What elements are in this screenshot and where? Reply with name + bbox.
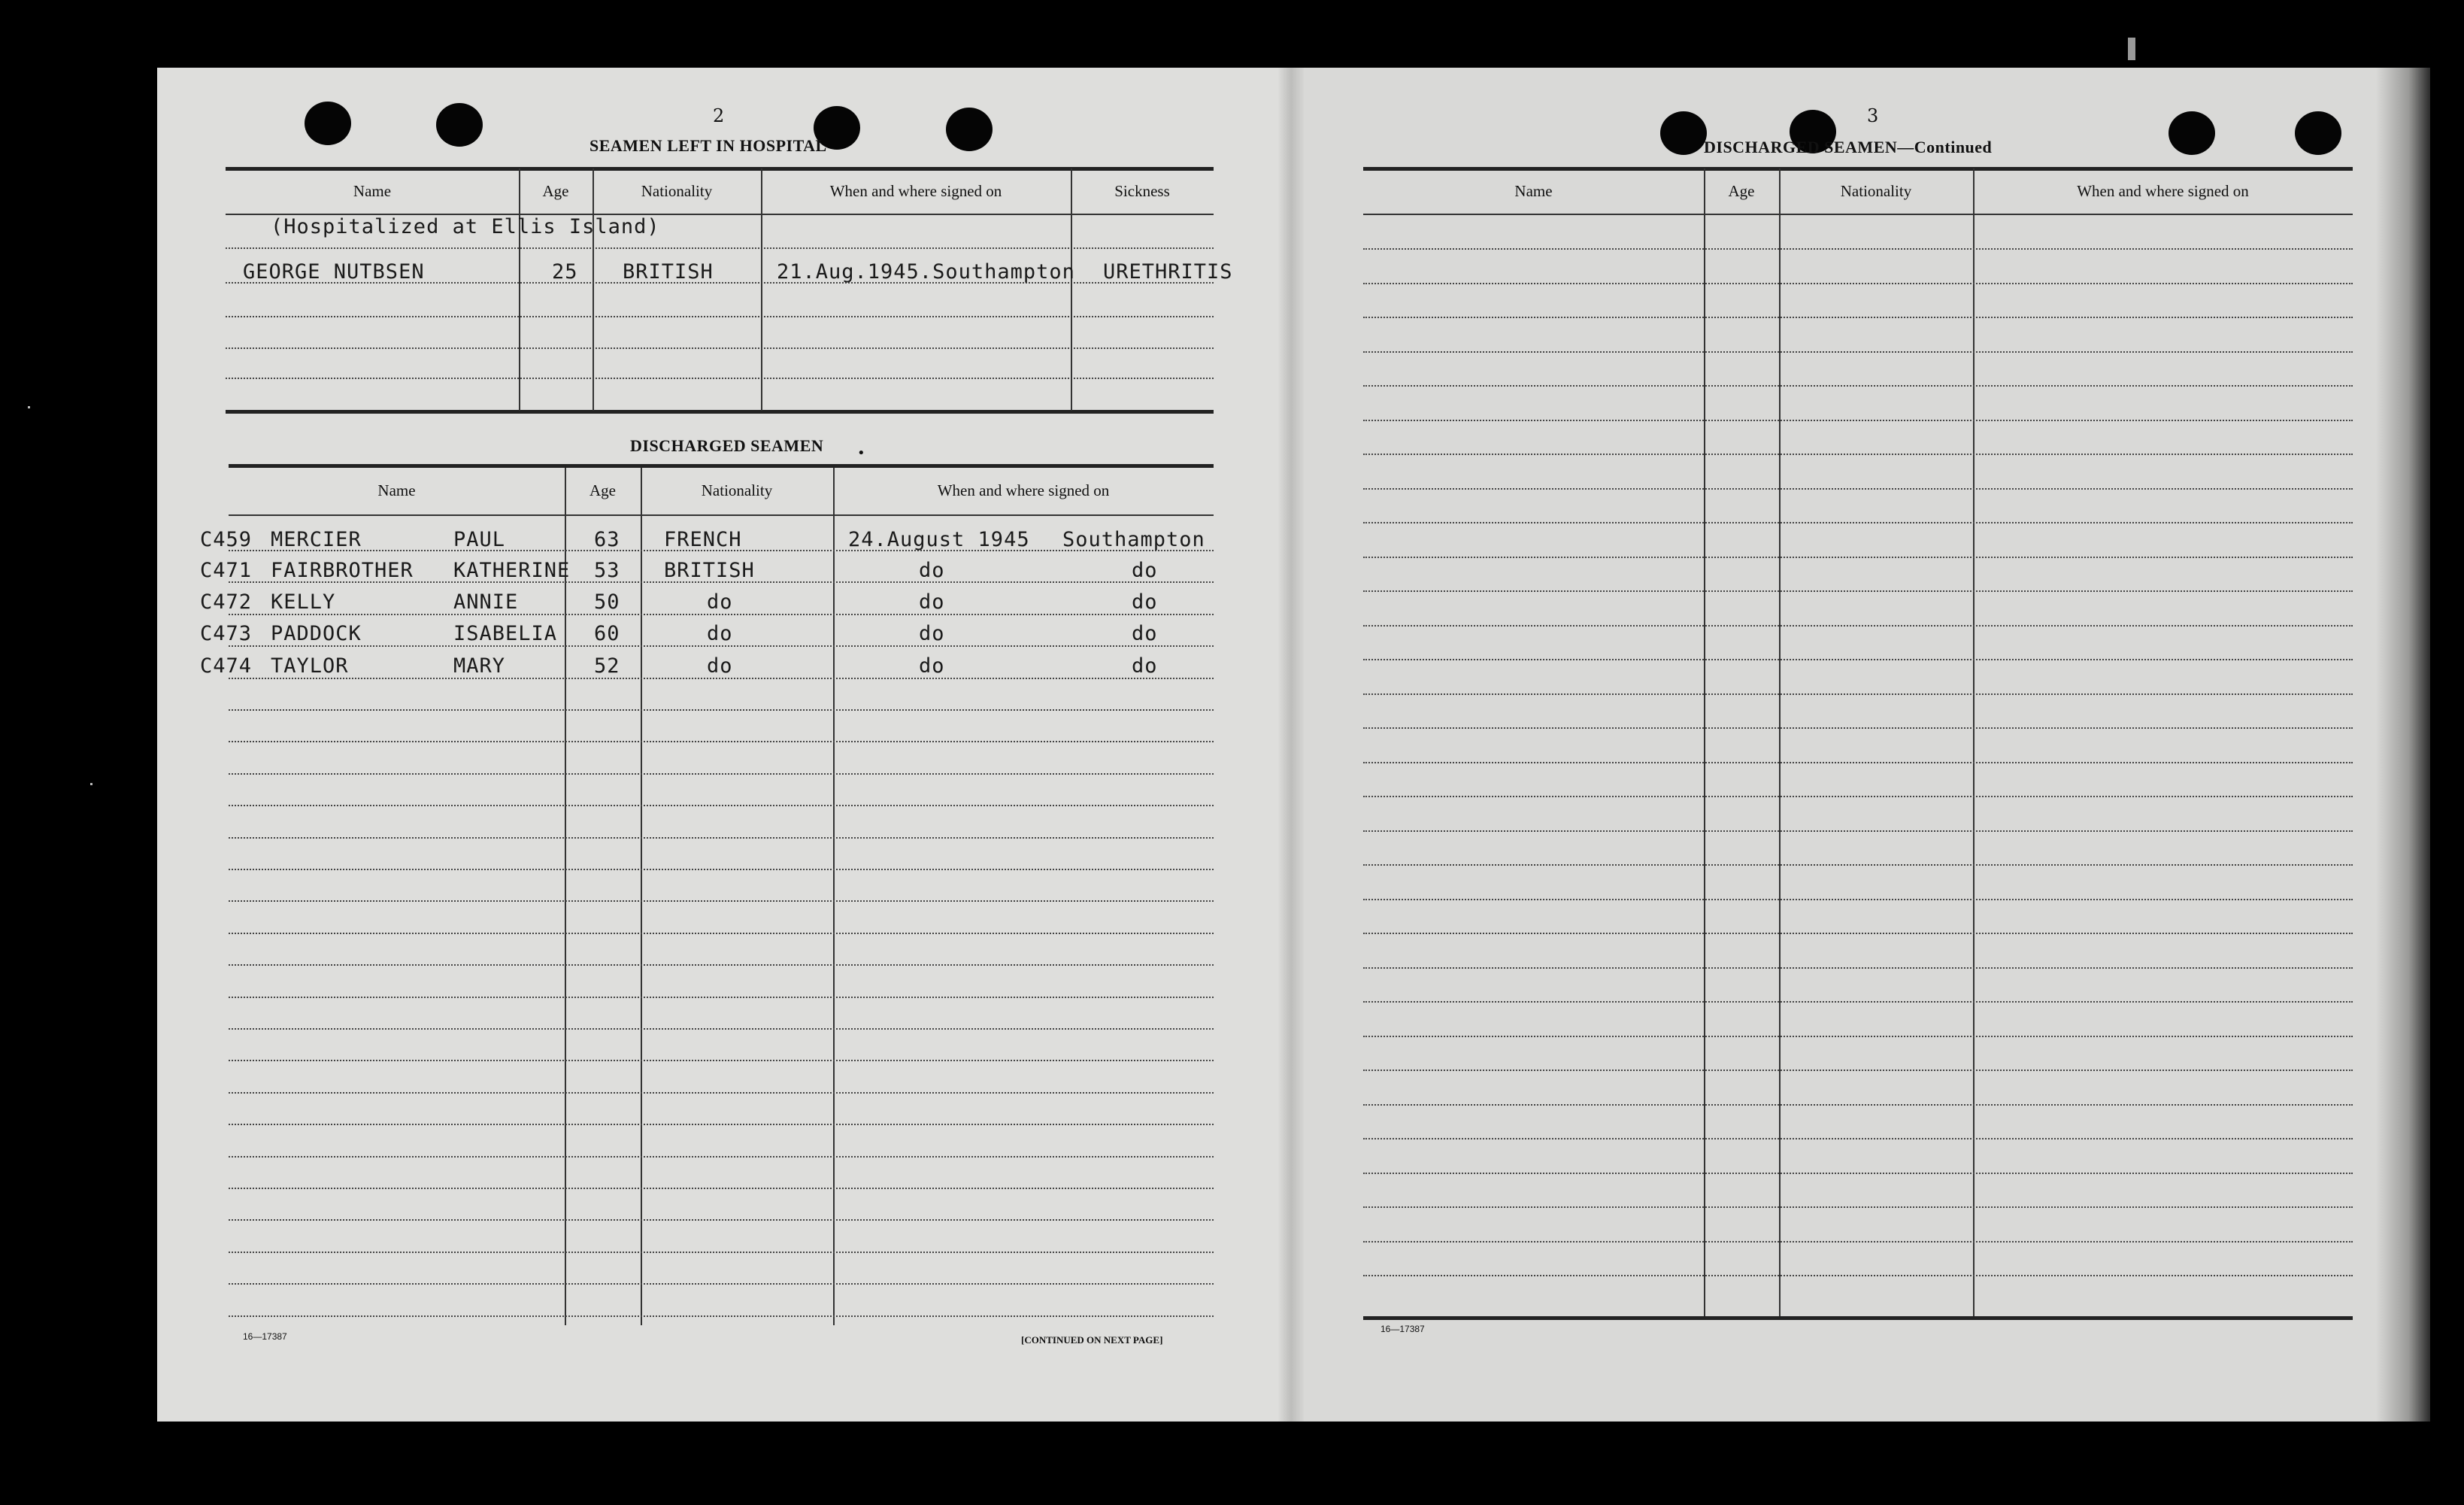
column-divider — [833, 468, 835, 1325]
column-header-age: Age — [542, 182, 569, 200]
discharged-surname: KELLY — [271, 590, 336, 614]
punch-hole — [2169, 111, 2215, 155]
discharged-code: C474 — [200, 654, 253, 678]
table-row-rule — [1363, 248, 2353, 250]
column-header-signed-on: When and where signed on — [937, 481, 1110, 499]
hospital-note: (Hospitalized at Ellis Island) — [271, 215, 660, 238]
table-row-rule — [1363, 762, 2353, 763]
discharged-code: C471 — [200, 559, 253, 582]
discharged-nationality: do — [707, 590, 733, 614]
column-divider — [1071, 168, 1072, 411]
discharged-code: C473 — [200, 622, 253, 645]
table-row-rule — [1363, 1104, 2353, 1106]
discharged-surname: PADDOCK — [271, 622, 362, 645]
stray-mark: • — [857, 445, 865, 461]
discharged-date: do — [919, 559, 945, 582]
column-divider — [593, 168, 594, 411]
discharged-age: 53 — [594, 559, 620, 582]
scan-speck — [28, 406, 30, 408]
continued-note: [CONTINUED ON NEXT PAGE] — [1021, 1334, 1163, 1346]
table-row-rule — [229, 1252, 1214, 1253]
column-header-nationality: Nationality — [701, 481, 773, 499]
column-header-signed-on: When and where signed on — [2077, 182, 2249, 200]
discharged-section-title: DISCHARGED SEAMEN — [630, 436, 824, 455]
discharged-date: do — [919, 654, 945, 678]
column-header-name: Name — [377, 481, 416, 499]
table-row-rule — [1363, 454, 2353, 455]
discharged-nationality: FRENCH — [664, 528, 742, 551]
table-row-rule — [1363, 1206, 2353, 1208]
discharged-place: do — [1132, 654, 1158, 678]
column-header-signed-on: When and where signed on — [829, 182, 1002, 200]
table-row-rule — [1363, 317, 2353, 318]
table-row-rule — [229, 837, 1214, 839]
table-row-rule — [1363, 283, 2353, 284]
discharged-age: 63 — [594, 528, 620, 551]
table-row-rule — [229, 773, 1214, 775]
form-number-left: 16—17387 — [243, 1331, 287, 1342]
column-header-name: Name — [1514, 182, 1553, 200]
table-row-rule — [229, 933, 1214, 934]
table-row-rule — [226, 316, 1214, 317]
table-row-rule — [229, 1315, 1214, 1317]
table-row-rule — [1363, 488, 2353, 490]
table-row-rule — [229, 1092, 1214, 1094]
discharged-date: 24.August 1945 — [848, 528, 1030, 551]
discharged-age: 60 — [594, 622, 620, 645]
hospital-sickness: URETHRITIS — [1103, 260, 1233, 284]
discharged-date: do — [919, 622, 945, 645]
table-row-rule — [1363, 1036, 2353, 1037]
right-section-title: DISCHARGED SEAMEN—Continued — [1704, 138, 1993, 156]
column-header-nationality: Nationality — [641, 182, 713, 200]
column-divider — [1973, 168, 1975, 1319]
hospital-name: GEORGE NUTBSEN — [243, 260, 425, 284]
hospital-section-title: SEAMEN LEFT IN HOSPITAL — [589, 136, 827, 155]
discharged-given: MARY — [453, 654, 506, 678]
page-number-left: 2 — [713, 105, 725, 126]
table-row-rule — [229, 900, 1214, 902]
table-row-rule — [229, 805, 1214, 806]
discharged-given: KATHERINE — [453, 559, 571, 582]
column-divider — [565, 468, 566, 1325]
table-row-rule — [1363, 659, 2353, 660]
column-header-name: Name — [353, 182, 392, 200]
discharged-place: do — [1132, 622, 1158, 645]
column-divider — [1779, 168, 1781, 1319]
table-row-rule — [1363, 830, 2353, 832]
punch-hole — [436, 103, 483, 147]
table-row-rule — [226, 347, 1214, 349]
punch-hole — [946, 108, 993, 151]
table-row-rule — [229, 741, 1214, 742]
table-row-rule — [229, 1028, 1214, 1030]
page-fold — [1278, 68, 1304, 1422]
table-row-rule — [229, 1124, 1214, 1125]
table-row-rule — [1363, 727, 2353, 729]
table-row-rule — [1363, 693, 2353, 695]
table-row-rule — [1363, 1070, 2353, 1071]
table-row-rule — [1363, 1001, 2353, 1003]
table-row-rule — [1363, 557, 2353, 558]
table-row-rule — [229, 1156, 1214, 1158]
column-header-age: Age — [1728, 182, 1755, 200]
discharged-surname: FAIRBROTHER — [271, 559, 414, 582]
table-row-rule — [226, 378, 1214, 379]
table-row-rule — [229, 645, 1214, 647]
table-row-rule — [229, 1283, 1214, 1285]
table-row-rule — [226, 247, 1214, 249]
column-divider — [1704, 168, 1705, 1319]
table-row-rule — [1363, 1241, 2353, 1243]
discharged-date: do — [919, 590, 945, 614]
right-header-rule — [1363, 214, 2353, 215]
table-row-rule — [1363, 864, 2353, 866]
table-row-rule — [1363, 1275, 2353, 1276]
table-row-rule — [229, 997, 1214, 998]
page-number-right: 3 — [1867, 105, 1879, 126]
column-header-nationality: Nationality — [1840, 182, 1912, 200]
discharged-place: do — [1132, 590, 1158, 614]
punch-hole — [1660, 111, 1707, 155]
table-row-rule — [1363, 385, 2353, 387]
discharged-age: 52 — [594, 654, 620, 678]
discharged-nationality: do — [707, 622, 733, 645]
table-row-rule — [229, 678, 1214, 679]
discharged-age: 50 — [594, 590, 620, 614]
table-row-rule — [1363, 420, 2353, 421]
scan-speck — [90, 783, 92, 785]
discharged-surname: TAYLOR — [271, 654, 349, 678]
table-row-rule — [229, 964, 1214, 966]
discharged-table-top-rule — [229, 464, 1214, 468]
form-number-right: 16—17387 — [1381, 1324, 1425, 1334]
discharged-given: ANNIE — [453, 590, 519, 614]
right-table-bottom-rule — [1363, 1316, 2353, 1320]
punch-hole — [305, 102, 351, 145]
table-row-rule — [229, 1060, 1214, 1061]
scan-speck — [2128, 38, 2135, 60]
table-row-rule — [1363, 522, 2353, 523]
hospital-age: 25 — [552, 260, 578, 284]
discharged-place: do — [1132, 559, 1158, 582]
right-page — [1291, 68, 2429, 1422]
table-row-rule — [1363, 796, 2353, 797]
table-row-rule — [1363, 967, 2353, 969]
discharged-header-rule — [229, 514, 1214, 516]
discharged-place: Southampton — [1062, 528, 1205, 551]
table-row-rule — [1363, 590, 2353, 592]
hospital-table-top-rule — [226, 167, 1214, 171]
table-row-rule — [1363, 351, 2353, 353]
table-row-rule — [229, 614, 1214, 615]
column-divider — [641, 468, 642, 1325]
table-row-rule — [229, 1188, 1214, 1189]
hospital-table-bottom-rule — [226, 410, 1214, 414]
table-row-rule — [1363, 1138, 2353, 1139]
page-edge-shadow — [2376, 68, 2430, 1422]
table-row-rule — [229, 1219, 1214, 1221]
right-table-top-rule — [1363, 167, 2353, 171]
discharged-given: ISABELIA — [453, 622, 558, 645]
column-header-sickness: Sickness — [1114, 182, 1170, 200]
column-header-age: Age — [589, 481, 616, 499]
hospital-nationality: BRITISH — [623, 260, 714, 284]
table-row-rule — [1363, 625, 2353, 627]
column-divider — [519, 168, 520, 411]
table-row-rule — [1363, 1173, 2353, 1174]
table-row-rule — [1363, 899, 2353, 900]
table-row-rule — [229, 869, 1214, 870]
table-row-rule — [229, 709, 1214, 711]
discharged-nationality: do — [707, 654, 733, 678]
column-divider — [761, 168, 762, 411]
hospital-signed-on: 21.Aug.1945.Southampton — [777, 260, 1075, 284]
punch-hole — [2295, 111, 2341, 155]
discharged-code: C472 — [200, 590, 253, 614]
discharged-given: PAUL — [453, 528, 506, 551]
discharged-nationality: BRITISH — [664, 559, 755, 582]
discharged-code: C459 — [200, 528, 253, 551]
discharged-surname: MERCIER — [271, 528, 362, 551]
table-row-rule — [1363, 933, 2353, 934]
